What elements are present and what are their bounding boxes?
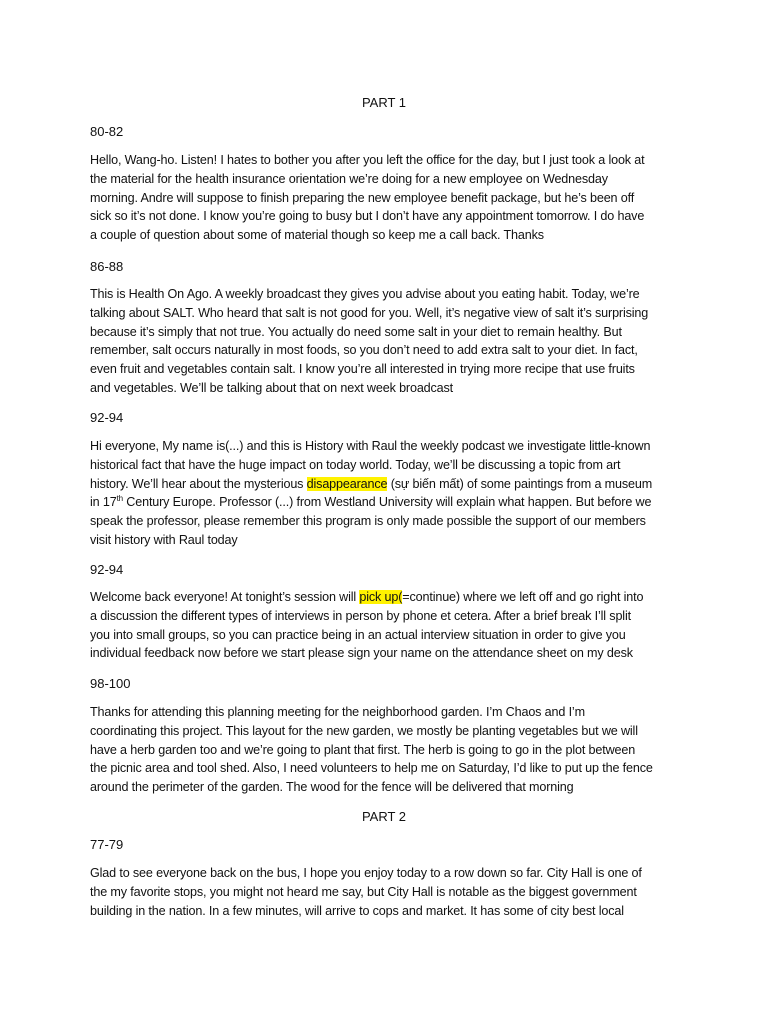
- superscript: th: [116, 494, 123, 504]
- text-line: the my favorite stops, you might not heard me say, but City Hall is notable as the biggest government: [90, 884, 637, 899]
- text-line: remember, salt occurs naturally in most foods, so you don’t need to add extra salt to your diet. In fact,: [90, 343, 638, 358]
- transcript-paragraph: [90, 151, 690, 245]
- text-line: [90, 588, 690, 607]
- text-run: Century Europe. Professor (...) from Westland University will explain what happen. But before we: [122, 495, 652, 510]
- text-line: the material for the health insurance orientation we’re doing for a new employee on Wednesday: [90, 171, 608, 186]
- section-label: 98-100: [90, 676, 131, 691]
- text-line: Hello, Wang-ho. Listen! I hates to bother you after you left the office for the day, but I just took a look at: [90, 153, 645, 167]
- part-2-heading: PART 2: [361, 809, 407, 824]
- text-line: have a herb garden too and we’re going to plant that first. The herb is going to go in the plot between: [90, 742, 636, 757]
- text-line: morning. Andre will suppose to finish preparing the new employee benefit package, but he’s been off: [90, 190, 635, 205]
- text-line: historical fact that have the huge impact on today world. Today, we’ll be discussing a topic from art: [90, 457, 621, 472]
- transcript-paragraph: [90, 588, 690, 663]
- transcript-paragraph: [90, 437, 690, 550]
- text-line: around the perimeter of the garden. The wood for the fence will be delivered that morning: [90, 780, 574, 795]
- section-label: 80-82: [90, 124, 124, 139]
- highlighted-word: disappearance: [306, 476, 388, 491]
- text-line: visit history with Raul today: [90, 532, 238, 547]
- text-line: coordinating this project. This layout for the new garden, we mostly be planting vegetables but we will: [90, 723, 638, 738]
- text-line: and vegetables. We’ll be talking about that on next week broadcast: [90, 380, 454, 395]
- text-line: This is Health On Ago. A weekly broadcast they gives you advise about you eating habit. Today, we’re: [90, 287, 640, 301]
- text-line: a couple of question about some of material though so keep me a call back. Thanks: [90, 228, 544, 243]
- text-run: in 17: [90, 495, 117, 510]
- part-1-heading: PART 1: [361, 95, 407, 110]
- text-line: sick so it’s not done. I know you’re going to busy but I don’t have any appointment tomorrow. I do have: [90, 209, 645, 224]
- section-label: 92-94: [90, 410, 124, 425]
- text-run: Welcome back everyone! At tonight’s session will: [90, 590, 360, 604]
- text-line: individual feedback now before we start please sign your name on the attendance sheet on my desk: [90, 646, 633, 661]
- text-line: even fruit and vegetables contain salt. I know you’re all interested in trying more recipe that use fruits: [90, 362, 635, 377]
- text-line: you into small groups, so you can practice being in an actual interview situation in order to give you: [90, 627, 626, 642]
- text-line: speak the professor, please remember this program is only made possible the support of our members: [90, 514, 646, 529]
- text-line: a discussion the different types of interviews in person by phone et cetera. After a brief break I’ll split: [90, 608, 631, 623]
- text-line: [90, 493, 690, 512]
- section-label: 86-88: [90, 259, 124, 274]
- section-label: 77-79: [90, 837, 124, 852]
- text-line: Thanks for attending this planning meeting for the neighborhood garden. I’m Chaos and I’m: [90, 705, 585, 719]
- text-line: building in the nation. In a few minutes, will arrive to cops and market. It has some of city best local: [90, 903, 624, 918]
- transcript-paragraph: [90, 864, 690, 920]
- section-label: 92-94: [90, 562, 124, 577]
- text-line: Hi everyone, My name is(...) and this is History with Raul the weekly podcast we investigate little-known: [90, 439, 651, 453]
- text-line: Glad to see everyone back on the bus, I hope you enjoy today to a row down so far. City Hall is one of: [90, 866, 642, 880]
- text-line: [90, 475, 690, 494]
- transcript-paragraph: [90, 703, 690, 797]
- text-run: (sự biến mất) of some paintings from a museum: [387, 476, 653, 491]
- text-line: the picnic area and tool shed. Also, I need volunteers to help me on Saturday, I’d like to put up the fence: [90, 761, 653, 776]
- highlighted-phrase: pick up(: [359, 590, 403, 604]
- transcript-paragraph: [90, 285, 690, 398]
- text-line: because it’s simply that not true. You actually do need some salt in your diet to remain healthy. But: [90, 324, 622, 339]
- text-line: talking about SALT. Who heard that salt is not good for you. Well, it’s negative view of salt it’s surprising: [90, 305, 649, 320]
- text-run: history. We’ll hear about the mysterious: [90, 476, 307, 491]
- text-run: =continue) where we left off and go right into: [402, 590, 644, 604]
